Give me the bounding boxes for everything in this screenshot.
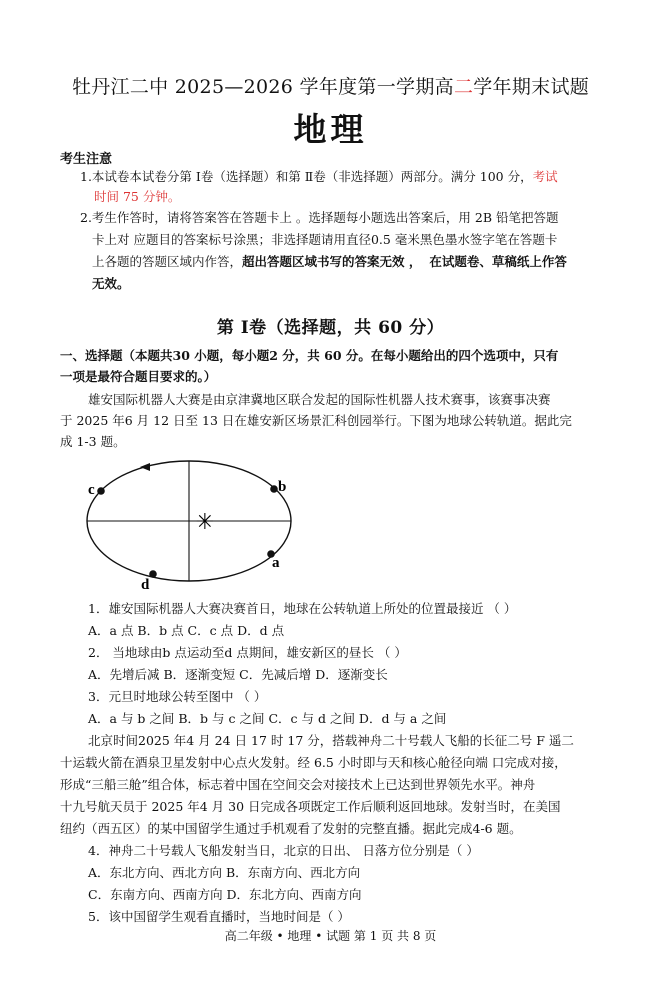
notice-heading: 考生注意 [60, 152, 113, 167]
passage-2-line-2: 十运载火箭在酒泉卫星发射中心点火发射。经 6.5 小时即与天和核心舱径向端 口完成对接， [60, 755, 567, 770]
question-3: 3．元旦时地球公转至图中 （ ） [88, 689, 267, 704]
question-2: 2． 当地球由b 点运动至d 点期间，雄安新区的昼长 （ ） [88, 645, 407, 660]
question-2-options: A．先增后减 B．逐渐变短 C．先减后增 D．逐渐变长 [88, 667, 388, 682]
label-a: a [272, 555, 280, 571]
passage-1-line-3: 成 1-3 题。 [60, 434, 126, 449]
passage-2-line-3: 形成“三船三舱”组合体，标志着中国在空间交会对接技术上已达到世界领先水平。神舟 [60, 777, 536, 792]
notice-item-1-line-2: 时间 75 分钟。 [94, 189, 181, 204]
question-4-options-1: A．东北方向、西北方向 B．东南方向、西北方向 [88, 865, 361, 880]
section-title: 第 Ⅰ卷（选择题，共 60 分） [216, 318, 445, 338]
subject-title: 地理 [293, 110, 368, 149]
question-4-options-2: C．东南方向、西南方向 D．东北方向、西南方向 [88, 887, 362, 902]
question-1-options: A．a 点 B．b 点 C．c 点 D．d 点 [88, 623, 285, 638]
notice-item-1-line-1: 1.本试卷本试卷分第 Ⅰ卷（选择题）和第 Ⅱ卷（非选择题）两部分。满分 100 分，考试 [80, 169, 558, 184]
earth-orbit-diagram [78, 456, 308, 596]
label-d: d [141, 577, 150, 593]
notice-item-2-line-1: 2.考生作答时，请将答案答在答题卡上 。选择题每小题选出答案后，用 2B 铅笔把答题 [80, 210, 559, 225]
label-b: b [278, 479, 287, 495]
question-1: 1．雄安国际机器人大赛决赛首日，地球在公转轨道上所处的位置最接近 （ ） [88, 601, 517, 616]
notice-item-2-line-2: 卡上对 应题目的答案标号涂黑；非选择题请用直径0.5 毫米黑色墨水签字笔在答题卡 [92, 232, 558, 247]
page-footer: 高二年级 • 地理 • 试题 第 1 页 共 8 页 [224, 929, 437, 943]
question-4: 4．神舟二十号载人飞船发射当日，北京的日出、 日落方位分别是（ ） [88, 843, 479, 858]
sun-icon: ✳ [195, 510, 215, 535]
question-5: 5．该中国留学生观看直播时，当地时间是（ ） [88, 909, 350, 924]
passage-1-line-1: 雄安国际机器人大赛是由京津冀地区联合发起的国际性机器人技术赛事，该赛事决赛 [88, 392, 551, 407]
notice-item-2-line-3: 上各题的答题区域内作答，超出答题区域书写的答案无效 ， 在试题卷、草稿纸上作答 [92, 254, 567, 269]
passage-2-line-5: 纽约（西五区）的某中国留学生通过手机观看了发射的完整直播。据此完成4-6 题。 [60, 821, 522, 836]
passage-2-line-1: 北京时间2025 年4 月 24 日 17 时 17 分，搭载神舟二十号载人飞船的长征二号 F 遥二 [88, 733, 574, 748]
orbit-point-c [97, 487, 105, 495]
orbit-direction-arrow [140, 463, 150, 471]
section-instructions-line-1: 一、选择题（本题共30 小题，每小题2 分，共 60 分。在每小题给出的四个选项中，只有 [60, 348, 559, 363]
exam-title: 牡丹江二中 2025—2026 学年度第一学期高二学年期末试题 [71, 76, 590, 98]
question-3-options: A．a 与 b 之间 B．b 与 c 之间 C．c 与 d 之间 D．d 与 a 之间 [88, 711, 447, 726]
orbit-point-b [270, 485, 278, 493]
orbit-point-d [149, 570, 157, 578]
passage-2-line-4: 十九号航天员于 2025 年4 月 30 日完成各项既定工作后顺利返回地球。发射当时，在美国 [60, 799, 561, 814]
notice-item-2-line-4: 无效。 [92, 276, 130, 291]
passage-1-line-2: 于 2025 年6 月 12 日至 13 日在雄安新区场景汇科创园举行。下图为地球公转轨道。据此完 [60, 413, 572, 428]
title-grade-highlight: 二 [453, 76, 474, 98]
section-instructions-line-2: 一项是最符合题目要求的。） [60, 369, 217, 384]
label-c: c [88, 482, 95, 498]
